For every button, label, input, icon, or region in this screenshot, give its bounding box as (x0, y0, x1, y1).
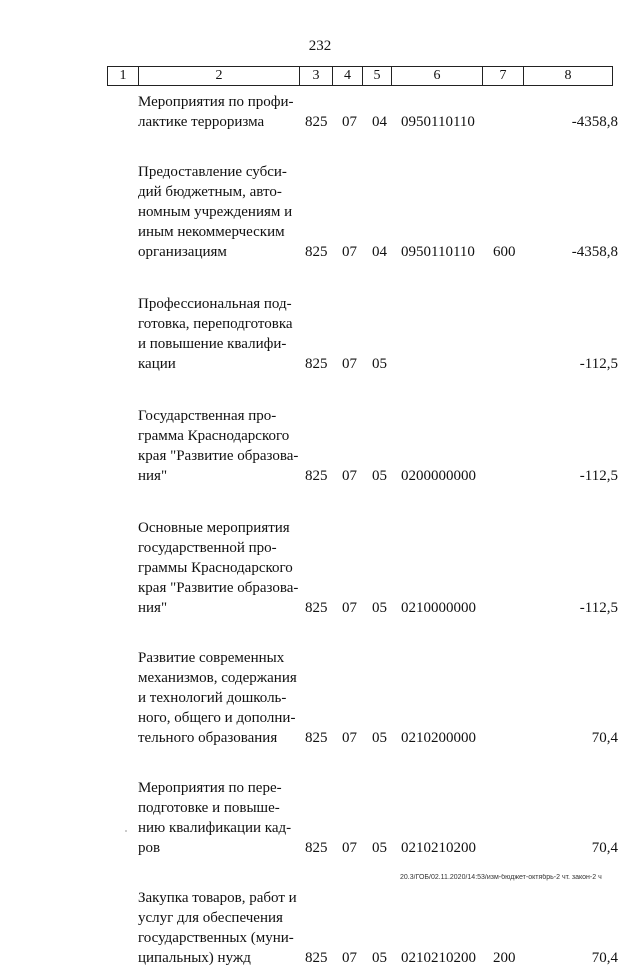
section-code: 07 (342, 468, 357, 484)
expense-type-code: 600 (493, 244, 516, 260)
description-line: государственной про- (138, 540, 277, 556)
amount: 70,4 (591, 840, 618, 856)
row-values (0, 598, 640, 618)
ministry-code: 825 (305, 950, 328, 966)
description-line: Основные мероприятия (138, 520, 290, 536)
section-code: 07 (342, 244, 357, 260)
ministry-code: 825 (305, 468, 328, 484)
description-line: Закупка товаров, работ и (138, 890, 297, 906)
subsection-code: 05 (372, 950, 387, 966)
description-line: ния" (138, 468, 168, 484)
footer-stamp: 20.3/ГОБ/02.11.2020/14:53/изм-бюджет-октябрь-2 чт. закон-2 ч (400, 874, 602, 881)
row-values (0, 728, 640, 748)
row-values (0, 112, 640, 132)
target-article-code: 0210200000 (401, 730, 476, 746)
section-code: 07 (342, 840, 357, 856)
column-header-4: 4 (333, 67, 363, 86)
description-line: государственных (муни- (138, 930, 294, 946)
ministry-code: 825 (305, 840, 328, 856)
budget-row (0, 162, 640, 262)
description-line: дий бюджетным, авто- (138, 184, 282, 200)
row-values (0, 354, 640, 374)
budget-row (0, 518, 640, 618)
description-line: иным некоммерческим (138, 224, 285, 240)
description-line: и повышение квалифи- (138, 336, 287, 352)
column-header-row (108, 67, 613, 86)
column-header-table (107, 66, 613, 86)
subsection-code: 05 (372, 356, 387, 372)
description-line: граммы Краснодарского (138, 560, 293, 576)
row-values (0, 948, 640, 968)
description-line: Развитие современных (138, 650, 285, 666)
description-line: услуг для обеспечения (138, 910, 283, 926)
description-line: механизмов, содержания (138, 670, 297, 686)
description-line: подготовке и повыше- (138, 800, 280, 816)
section-code: 07 (342, 600, 357, 616)
column-header-5: 5 (363, 67, 392, 86)
description-line: лактике терроризма (138, 114, 265, 130)
budget-row (0, 648, 640, 748)
description-line: Мероприятия по пере- (138, 780, 282, 796)
budget-row (0, 294, 640, 374)
subsection-code: 04 (372, 244, 387, 260)
description-line: ципальных) нужд (138, 950, 251, 966)
amount: -112,5 (579, 600, 618, 616)
description-line: кации (138, 356, 176, 372)
description-line: нию квалификации кад- (138, 820, 292, 836)
amount: -4358,8 (571, 244, 618, 260)
subsection-code: 05 (372, 468, 387, 484)
target-article-code: 0210000000 (401, 600, 476, 616)
budget-row (0, 888, 640, 968)
budget-row (0, 406, 640, 486)
description-line: грамма Краснодарского (138, 428, 290, 444)
description-line: тельного образования (138, 730, 278, 746)
target-article-code: 0950110110 (401, 244, 475, 260)
description-line: края "Развитие образова- (138, 580, 299, 596)
page-number: 232 (308, 38, 332, 54)
amount: 70,4 (591, 950, 618, 966)
section-code: 07 (342, 950, 357, 966)
description-line: края "Развитие образова- (138, 448, 299, 464)
section-code: 07 (342, 356, 357, 372)
ministry-code: 825 (305, 244, 328, 260)
amount: -112,5 (579, 468, 618, 484)
column-header-7: 7 (483, 67, 524, 86)
amount: -112,5 (579, 356, 618, 372)
row-values (0, 838, 640, 858)
column-header-3: 3 (300, 67, 333, 86)
amount: 70,4 (591, 730, 618, 746)
column-header-6: 6 (392, 67, 483, 86)
ministry-code: 825 (305, 114, 328, 130)
amount: -4358,8 (571, 114, 618, 130)
description-line: Мероприятия по профи- (138, 94, 294, 110)
ministry-code: 825 (305, 356, 328, 372)
description-line: ного, общего и дополни- (138, 710, 296, 726)
subsection-code: 04 (372, 114, 387, 130)
subsection-code: 05 (372, 840, 387, 856)
row-values (0, 466, 640, 486)
subsection-code: 05 (372, 730, 387, 746)
column-header-2: 2 (139, 67, 300, 86)
row-values (0, 242, 640, 262)
target-article-code: 0950110110 (401, 114, 475, 130)
subsection-code: 05 (372, 600, 387, 616)
scan-speck (125, 830, 127, 832)
target-article-code: 0210210200 (401, 840, 476, 856)
description-line: и технологий дошколь- (138, 690, 287, 706)
description-line: ров (138, 840, 161, 856)
description-line: ния" (138, 600, 168, 616)
description-line: готовка, переподготовка (138, 316, 293, 332)
section-code: 07 (342, 730, 357, 746)
ministry-code: 825 (305, 600, 328, 616)
target-article-code: 0210210200 (401, 950, 476, 966)
column-header-8: 8 (524, 67, 613, 86)
section-code: 07 (342, 114, 357, 130)
description-line: Предоставление субси- (138, 164, 287, 180)
budget-row (0, 778, 640, 858)
ministry-code: 825 (305, 730, 328, 746)
budget-row (0, 92, 640, 132)
expense-type-code: 200 (493, 950, 516, 966)
description-line: номным учреждениям и (138, 204, 293, 220)
column-header-1: 1 (108, 67, 139, 86)
target-article-code: 0200000000 (401, 468, 476, 484)
budget-rows (0, 92, 640, 968)
description-line: Государственная про- (138, 408, 277, 424)
description-line: организациям (138, 244, 227, 260)
description-line: Профессиональная под- (138, 296, 292, 312)
